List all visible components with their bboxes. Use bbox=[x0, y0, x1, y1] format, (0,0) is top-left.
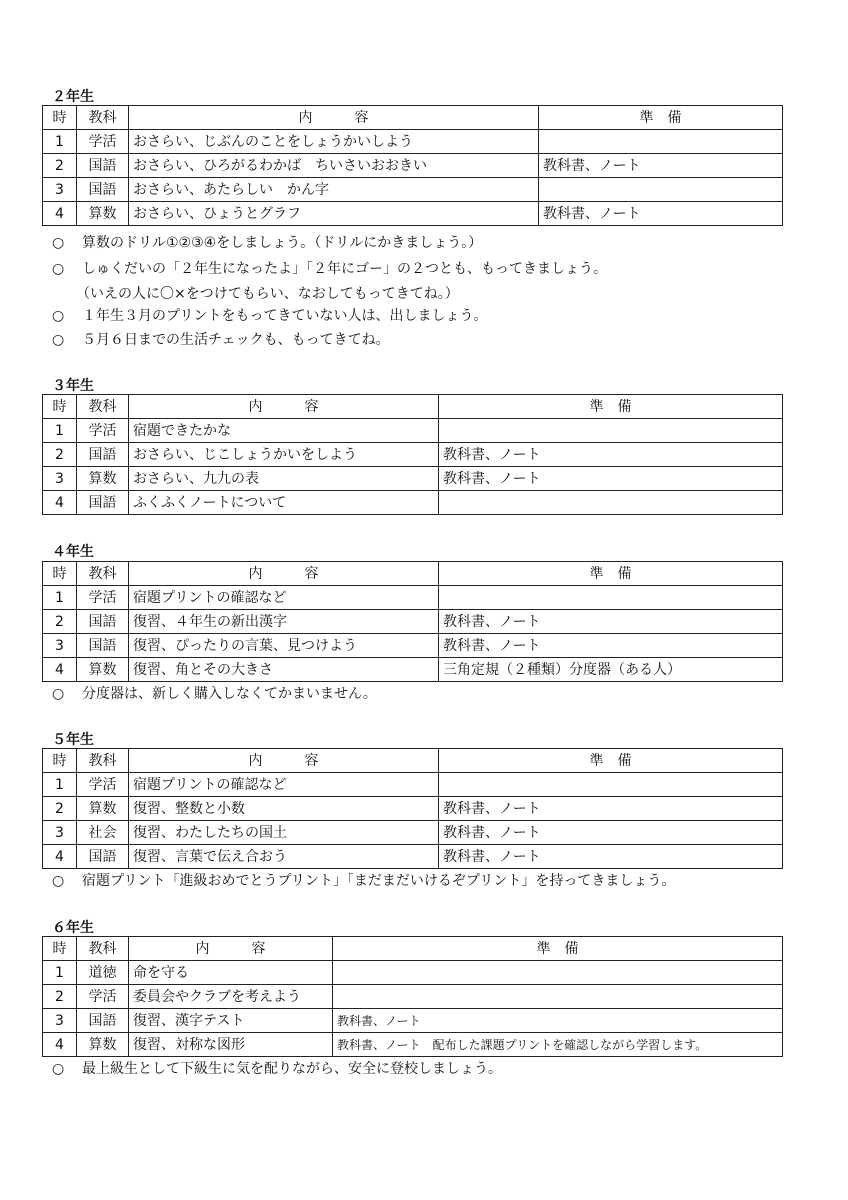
header-subject: 教科 bbox=[77, 749, 129, 773]
table-row bbox=[43, 1033, 783, 1057]
header-content: 内 容 bbox=[129, 562, 439, 586]
header-content: 内 容 bbox=[129, 749, 439, 773]
table-row bbox=[43, 419, 783, 443]
table-row bbox=[43, 154, 783, 178]
period-cell: 2 bbox=[43, 797, 77, 821]
content-cell: 命を守る bbox=[129, 961, 333, 985]
content-cell: 復習、わたしたちの国土 bbox=[129, 821, 439, 845]
header-subject: 教科 bbox=[77, 937, 129, 961]
prep-cell bbox=[539, 178, 783, 202]
grade3-schedule-table bbox=[42, 394, 783, 515]
prep-cell: 教科書、ノート bbox=[539, 202, 783, 226]
table-row bbox=[43, 467, 783, 491]
prep-cell: 教科書、ノート 配布した課題プリントを確認しながら学習します。 bbox=[333, 1033, 783, 1057]
table-row bbox=[43, 491, 783, 515]
subject-cell: 学活 bbox=[77, 985, 129, 1009]
table-row bbox=[43, 1009, 783, 1033]
note-bullet: ○ bbox=[52, 308, 65, 324]
period-cell: 4 bbox=[43, 491, 77, 515]
period-cell: 3 bbox=[43, 467, 77, 491]
prep-cell: 教科書、ノート bbox=[439, 797, 783, 821]
header-content: 内 容 bbox=[129, 395, 439, 419]
prep-cell bbox=[333, 985, 783, 1009]
period-cell: 4 bbox=[43, 202, 77, 226]
grade2-title: ２年生 bbox=[52, 89, 94, 105]
period-cell: 3 bbox=[43, 1009, 77, 1033]
content-cell: おさらい、じぶんのことをしょうかいしよう bbox=[129, 130, 539, 154]
grade6-title: ６年生 bbox=[52, 920, 94, 936]
table-row bbox=[43, 586, 783, 610]
note-bullet: ○ bbox=[52, 261, 65, 277]
note-text: （いえの人に〇×をつけてもらい、なおしてもってきてね。） bbox=[76, 286, 459, 302]
subject-cell: 国語 bbox=[77, 1009, 129, 1033]
period-cell: 1 bbox=[43, 961, 77, 985]
header-prep: 準 備 bbox=[333, 937, 783, 961]
grade6-note-1 bbox=[52, 1058, 502, 1078]
subject-cell: 算数 bbox=[77, 1033, 129, 1057]
subject-cell: 国語 bbox=[77, 443, 129, 467]
note-text: しゅくだいの「２年生になったよ」「２年にゴー」の２つとも、もってきましょう。 bbox=[82, 261, 607, 277]
table-row bbox=[43, 130, 783, 154]
header-period: 時 bbox=[43, 395, 77, 419]
period-cell: 3 bbox=[43, 178, 77, 202]
content-cell: おさらい、九九の表 bbox=[129, 467, 439, 491]
content-cell: 宿題プリントの確認など bbox=[129, 586, 439, 610]
header-period: 時 bbox=[43, 106, 77, 130]
table-row bbox=[43, 178, 783, 202]
note-text: ５月６日までの生活チェックも、もってきてね。 bbox=[82, 332, 390, 348]
subject-cell: 道徳 bbox=[77, 961, 129, 985]
grade2-note-1 bbox=[52, 232, 482, 252]
content-cell: 復習、対称な図形 bbox=[129, 1033, 333, 1057]
period-cell: 2 bbox=[43, 610, 77, 634]
table-row bbox=[43, 845, 783, 869]
prep-cell: 教科書、ノート bbox=[439, 443, 783, 467]
subject-cell: 国語 bbox=[77, 634, 129, 658]
grade4-title: ４年生 bbox=[52, 544, 94, 560]
period-cell: 1 bbox=[43, 773, 77, 797]
grade4-note-1 bbox=[52, 683, 377, 703]
header-period: 時 bbox=[43, 937, 77, 961]
subject-cell: 国語 bbox=[77, 610, 129, 634]
header-period: 時 bbox=[43, 562, 77, 586]
note-bullet: ○ bbox=[52, 1061, 65, 1077]
table-row bbox=[43, 797, 783, 821]
table-header-row bbox=[43, 395, 783, 419]
period-cell: 2 bbox=[43, 154, 77, 178]
period-cell: 2 bbox=[43, 985, 77, 1009]
header-content: 内 容 bbox=[129, 937, 333, 961]
prep-cell: 教科書、ノート bbox=[439, 634, 783, 658]
note-bullet: ○ bbox=[52, 332, 65, 348]
note-text: 宿題プリント「進級おめでとうプリント」「まだまだいけるぞプリント」を持ってきましょう。 bbox=[82, 873, 676, 889]
table-header-row bbox=[43, 749, 783, 773]
table-header-row bbox=[43, 106, 783, 130]
grade2-note-2 bbox=[52, 258, 607, 278]
content-cell: 復習、言葉で伝え合おう bbox=[129, 845, 439, 869]
content-cell: おさらい、ひろがるわかば ちいさいおおきい bbox=[129, 154, 539, 178]
subject-cell: 国語 bbox=[77, 491, 129, 515]
content-cell: 復習、４年生の新出漢字 bbox=[129, 610, 439, 634]
subject-cell: 算数 bbox=[77, 797, 129, 821]
header-prep: 準 備 bbox=[439, 395, 783, 419]
period-cell: 3 bbox=[43, 634, 77, 658]
grade5-schedule-table bbox=[42, 748, 783, 869]
subject-cell: 学活 bbox=[77, 586, 129, 610]
period-cell: 4 bbox=[43, 845, 77, 869]
subject-cell: 算数 bbox=[77, 467, 129, 491]
subject-cell: 国語 bbox=[77, 178, 129, 202]
prep-cell bbox=[439, 419, 783, 443]
subject-cell: 国語 bbox=[77, 845, 129, 869]
subject-cell: 国語 bbox=[77, 154, 129, 178]
prep-cell bbox=[439, 586, 783, 610]
table-row bbox=[43, 610, 783, 634]
table-row bbox=[43, 961, 783, 985]
note-bullet: ○ bbox=[52, 686, 65, 702]
header-subject: 教科 bbox=[77, 106, 129, 130]
grade2-note-5 bbox=[52, 329, 390, 349]
content-cell: 宿題プリントの確認など bbox=[129, 773, 439, 797]
note-bullet: ○ bbox=[52, 235, 65, 251]
period-cell: 4 bbox=[43, 658, 77, 682]
period-cell: 3 bbox=[43, 821, 77, 845]
prep-cell: 教科書、ノート bbox=[333, 1009, 783, 1033]
content-cell: 宿題できたかな bbox=[129, 419, 439, 443]
header-prep: 準 備 bbox=[439, 749, 783, 773]
period-cell: 1 bbox=[43, 586, 77, 610]
table-row bbox=[43, 773, 783, 797]
table-row bbox=[43, 985, 783, 1009]
grade5-title: ５年生 bbox=[52, 732, 94, 748]
header-period: 時 bbox=[43, 749, 77, 773]
content-cell: 委員会やクラブを考えよう bbox=[129, 985, 333, 1009]
period-cell: 1 bbox=[43, 130, 77, 154]
table-row bbox=[43, 658, 783, 682]
prep-cell: 三角定規（２種類）分度器（ある人） bbox=[439, 658, 783, 682]
period-cell: 2 bbox=[43, 443, 77, 467]
note-text: 算数のドリル①②③④をしましょう。（ドリルにかきましょう。） bbox=[82, 235, 483, 251]
note-text: １年生３月のプリントをもってきていない人は、出しましょう。 bbox=[82, 308, 488, 324]
table-row bbox=[43, 443, 783, 467]
prep-cell: 教科書、ノート bbox=[439, 845, 783, 869]
header-prep: 準 備 bbox=[439, 562, 783, 586]
header-subject: 教科 bbox=[77, 562, 129, 586]
content-cell: 復習、角とその大きさ bbox=[129, 658, 439, 682]
prep-cell: 教科書、ノート bbox=[439, 610, 783, 634]
note-text: 分度器は、新しく購入しなくてかまいません。 bbox=[82, 686, 377, 702]
subject-cell: 算数 bbox=[77, 658, 129, 682]
header-subject: 教科 bbox=[77, 395, 129, 419]
prep-cell bbox=[439, 491, 783, 515]
note-text: 最上級生として下級生に気を配りながら、安全に登校しましょう。 bbox=[82, 1061, 502, 1077]
table-row bbox=[43, 202, 783, 226]
subject-cell: 学活 bbox=[77, 773, 129, 797]
content-cell: おさらい、じこしょうかいをしよう bbox=[129, 443, 439, 467]
period-cell: 4 bbox=[43, 1033, 77, 1057]
subject-cell: 学活 bbox=[77, 130, 129, 154]
grade2-schedule-table bbox=[42, 105, 783, 226]
grade6-schedule-table bbox=[42, 936, 783, 1057]
grade2-note-3 bbox=[76, 283, 459, 303]
prep-cell bbox=[333, 961, 783, 985]
header-prep: 準 備 bbox=[539, 106, 783, 130]
content-cell: ふくふくノートについて bbox=[129, 491, 439, 515]
grade5-note-1 bbox=[52, 870, 675, 890]
grade4-schedule-table bbox=[42, 561, 783, 682]
prep-cell: 教科書、ノート bbox=[439, 467, 783, 491]
subject-cell: 社会 bbox=[77, 821, 129, 845]
content-cell: おさらい、ひょうとグラフ bbox=[129, 202, 539, 226]
table-header-row bbox=[43, 937, 783, 961]
content-cell: 復習、整数と小数 bbox=[129, 797, 439, 821]
table-row bbox=[43, 821, 783, 845]
note-bullet: ○ bbox=[52, 873, 65, 889]
subject-cell: 学活 bbox=[77, 419, 129, 443]
table-row bbox=[43, 634, 783, 658]
grade2-note-4 bbox=[52, 305, 487, 325]
header-content: 内 容 bbox=[129, 106, 539, 130]
grade3-title: ３年生 bbox=[52, 378, 94, 394]
prep-cell: 教科書、ノート bbox=[539, 154, 783, 178]
subject-cell: 算数 bbox=[77, 202, 129, 226]
table-header-row bbox=[43, 562, 783, 586]
content-cell: 復習、ぴったりの言葉、見つけよう bbox=[129, 634, 439, 658]
period-cell: 1 bbox=[43, 419, 77, 443]
prep-cell bbox=[439, 773, 783, 797]
prep-cell bbox=[539, 130, 783, 154]
content-cell: 復習、漢字テスト bbox=[129, 1009, 333, 1033]
prep-cell: 教科書、ノート bbox=[439, 821, 783, 845]
content-cell: おさらい、あたらしい かん字 bbox=[129, 178, 539, 202]
